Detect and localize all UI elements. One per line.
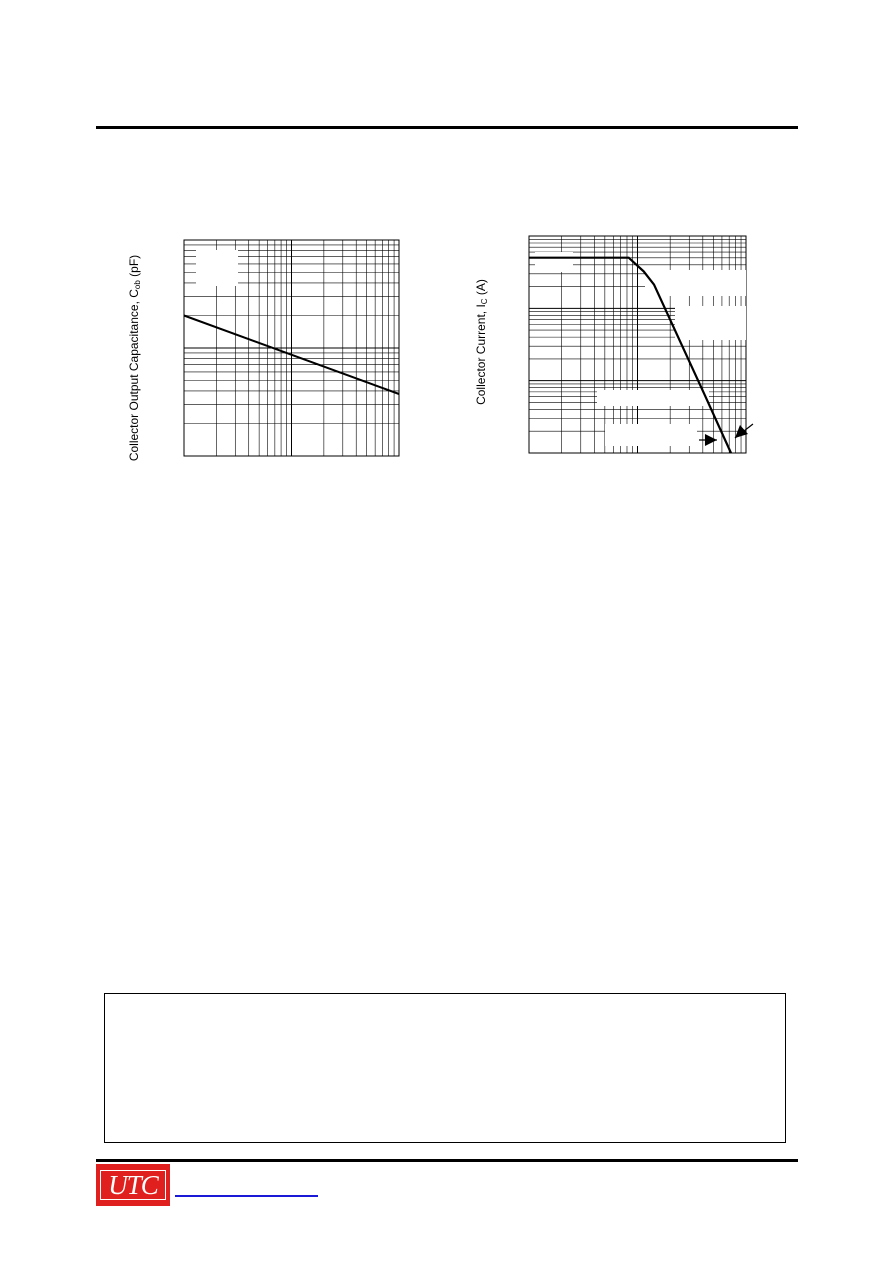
website-link-underline[interactable] bbox=[175, 1195, 318, 1197]
capacitance-chart-svg bbox=[120, 230, 410, 475]
safe-operating-area-chart-svg bbox=[465, 228, 765, 468]
utc-logo-frame bbox=[100, 1170, 166, 1200]
notice-box bbox=[104, 993, 786, 1143]
header-rule bbox=[96, 126, 798, 129]
soa-label-mask-5 bbox=[605, 424, 697, 446]
utc-logo bbox=[96, 1164, 170, 1206]
soa-label-mask-2 bbox=[645, 270, 746, 296]
collector-current-y-axis-label: Collector Current, IC (A) bbox=[474, 279, 489, 405]
capacitance-chart bbox=[120, 230, 410, 475]
capacitance-label-mask bbox=[196, 250, 238, 286]
soa-label-mask-3 bbox=[675, 306, 746, 340]
footer-rule bbox=[96, 1159, 798, 1162]
soa-label-mask-4 bbox=[597, 390, 709, 406]
safe-operating-area-chart bbox=[465, 228, 765, 468]
capacitance-y-axis-label: Collector Output Capacitance, Cob (pF) bbox=[127, 254, 142, 462]
utc-logo-text: UTC bbox=[108, 1169, 158, 1200]
soa-label-mask-1 bbox=[535, 252, 573, 272]
